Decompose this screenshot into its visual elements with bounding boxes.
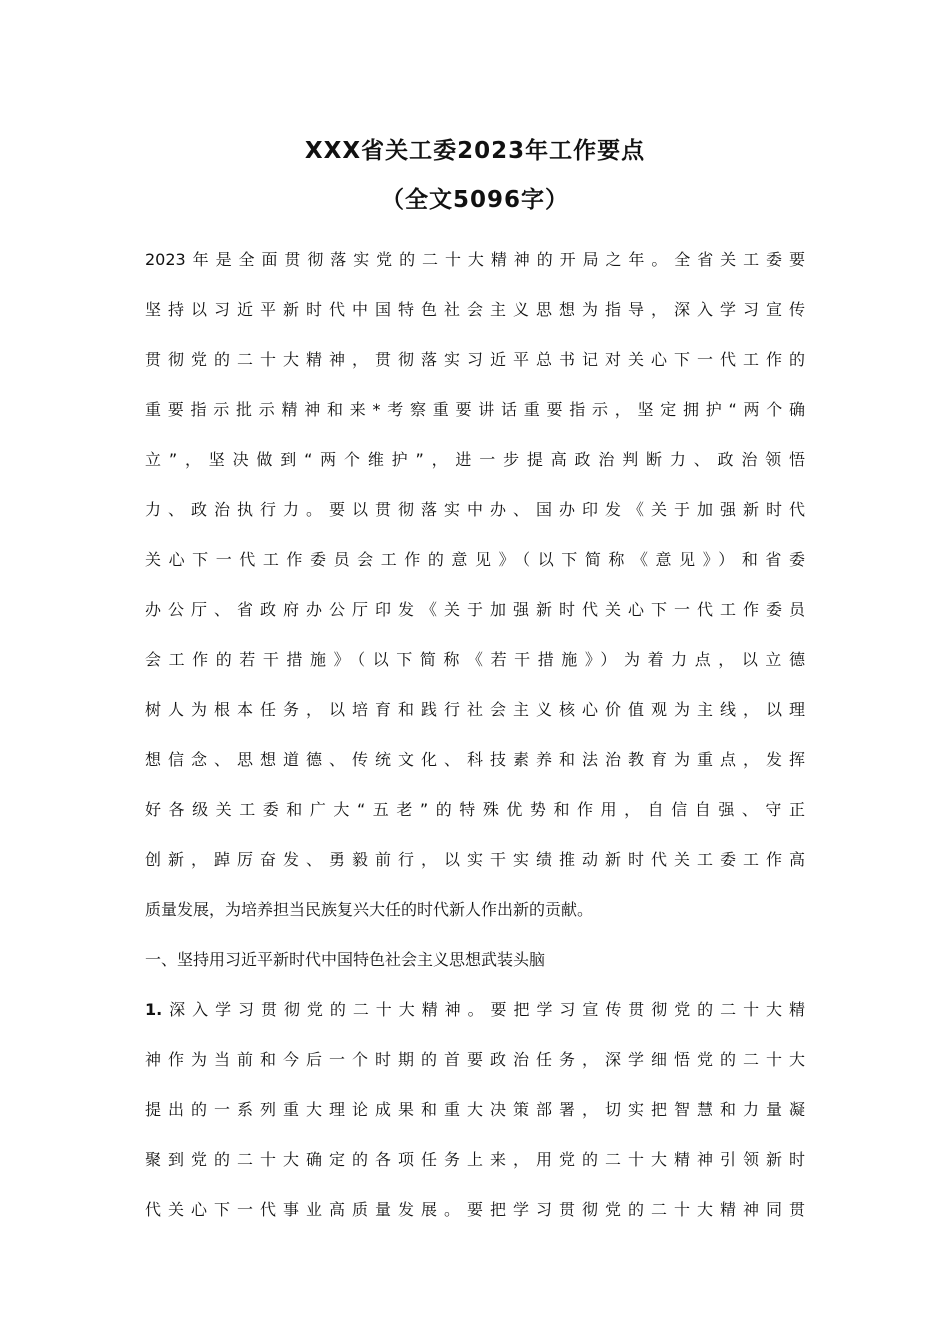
document-subtitle: （全文5096字） <box>380 187 569 213</box>
intro-line: 想信念、思想道德、传统文化、科技素养和法治教育为重点，发挥 <box>145 750 805 769</box>
intro-line: 坚持以习近平新时代中国特色社会主义思想为指导，深入学习宣传 <box>145 300 805 319</box>
section-heading: 一、坚持用习近平新时代中国特色社会主义思想武装头脑 <box>145 950 546 969</box>
intro-line: 2023年是全面贯彻落实党的二十大精神的开局之年。全省关工委要 <box>145 250 805 269</box>
intro-line: 重要指示批示精神和来*考察重要讲话重要指示，坚定拥护“两个确 <box>145 400 805 419</box>
intro-paragraph <box>145 235 805 935</box>
item-1-line: 深入学习贯彻党的二十大精神。要把学习宣传贯彻党的二十大精 <box>162 1000 805 1019</box>
document-body <box>145 235 805 1235</box>
intro-line: 立”，坚决做到“两个维护”，进一步提高政治判断力、政治领悟 <box>145 450 805 469</box>
item-1-number: 1. <box>145 1000 163 1019</box>
intro-line: 树人为根本任务，以培育和践行社会主义核心价值观为主线，以理 <box>145 700 805 719</box>
item-1-line: 代关心下一代事业高质量发展。要把学习贯彻党的二十大精神同贯 <box>145 1200 805 1219</box>
intro-line: 创新，踔厉奋发、勇毅前行，以实干实绩推动新时代关工委工作高 <box>145 850 805 869</box>
item-1-first-line <box>145 985 805 1035</box>
intro-line: 办公厅、省政府办公厅印发《关于加强新时代关心下一代工作委员 <box>145 600 805 619</box>
intro-line: 力、政治执行力。要以贯彻落实中办、国办印发《关于加强新时代 <box>145 500 805 519</box>
item-1-paragraph <box>145 985 805 1235</box>
item-1-line: 提出的一系列重大理论成果和重大决策部署，切实把智慧和力量凝 <box>145 1100 805 1119</box>
intro-line: 关心下一代工作委员会工作的意见》（以下简称《意见》）和省委 <box>145 550 805 569</box>
intro-line: 贯彻党的二十大精神，贯彻落实习近平总书记对关心下一代工作的 <box>145 350 805 369</box>
item-1-line: 神作为当前和今后一个时期的首要政治任务，深学细悟党的二十大 <box>145 1050 805 1069</box>
intro-line: 会工作的若干措施》（以下简称《若干措施》）为着力点，以立德 <box>145 650 805 669</box>
item-1-line: 聚到党的二十大确定的各项任务上来，用党的二十大精神引领新时 <box>145 1150 805 1169</box>
document-title: XXX省关工委2023年工作要点 <box>304 138 646 164</box>
intro-line: 质量发展，为培养担当民族复兴大任的时代新人作出新的贡献。 <box>145 900 594 919</box>
intro-line: 好各级关工委和广大“五老”的特殊优势和作用，自信自强、守正 <box>145 800 805 819</box>
